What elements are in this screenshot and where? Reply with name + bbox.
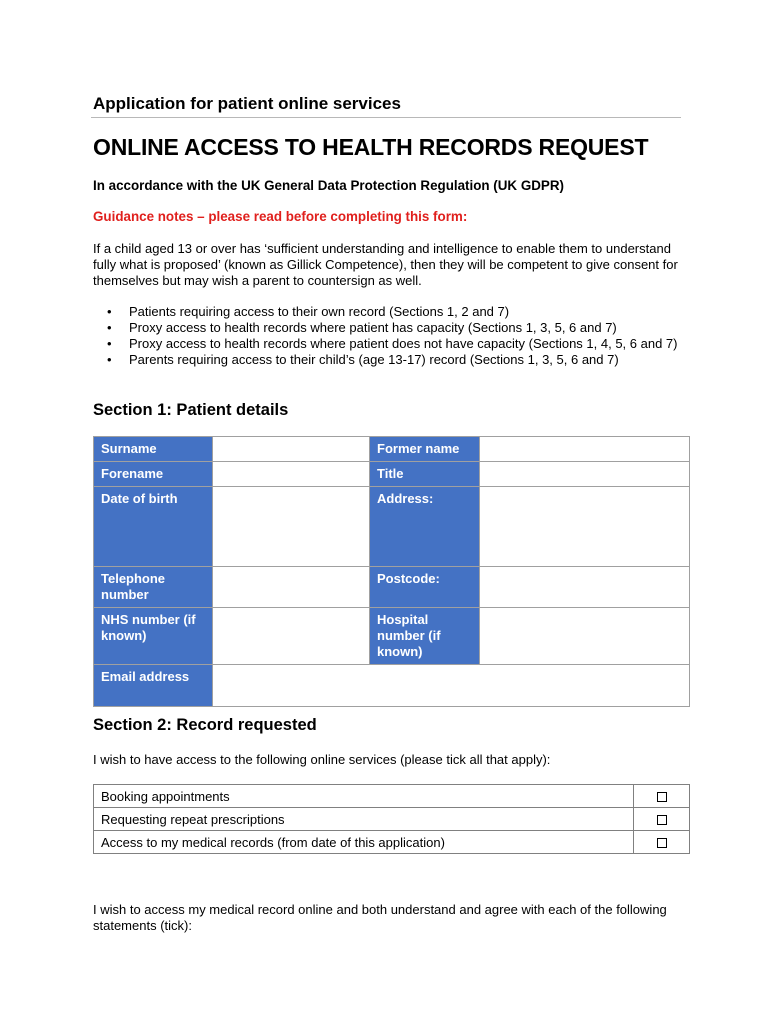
dob-field[interactable] [213,487,370,567]
section2-intro: I wish to have access to the following online services (please tick all that apply): [93,752,551,767]
bullet-icon: • [107,352,112,367]
service-label: Requesting repeat prescriptions [94,808,634,831]
nhs-number-field[interactable] [213,608,370,665]
section2-statement: I wish to access my medical record online and both understand and agree with each of the following statements (tick): [93,902,667,933]
checkbox-icon [657,815,667,825]
table-row [94,785,690,808]
dob-label: Date of birth [94,487,213,567]
address-field[interactable] [480,487,690,567]
email-field[interactable] [213,665,690,707]
section2-heading: Section 2: Record requested [93,716,317,734]
surname-field[interactable] [213,437,370,462]
guidance-heading: Guidance notes – please read before completing this form: [93,209,468,224]
bullet-icon: • [107,304,112,319]
booking-appointments-checkbox[interactable] [634,785,690,808]
former-name-label: Former name [370,437,480,462]
page-title: ONLINE ACCESS TO HEALTH RECORDS REQUEST [93,134,649,160]
regulation-subtitle: In accordance with the UK General Data Protection Regulation (UK GDPR) [93,178,564,193]
forename-label: Forename [94,462,213,487]
section-guide-list [93,304,693,368]
title-label: Title [370,462,480,487]
checkbox-icon [657,838,667,848]
telephone-label: Telephone number [94,567,213,608]
title-field[interactable] [480,462,690,487]
repeat-prescriptions-checkbox[interactable] [634,808,690,831]
surname-label: Surname [94,437,213,462]
address-label: Address: [370,487,480,567]
intro-paragraph: If a child aged 13 or over has ‘sufficient understanding and intelligence to enable them to understand fully what is proposed’ (known as Gillick Competence), then they will be competent to give consent for themselves but may wish a parent to countersign as well. [93,241,678,288]
hospital-number-label: Hospital number (if known) [370,608,480,665]
former-name-field[interactable] [480,437,690,462]
services-table [93,784,690,854]
form-header-title: Application for patient online services [93,94,401,113]
service-label: Access to my medical records (from date of this application) [94,831,634,854]
list-item: • Proxy access to health records where patient has capacity (Sections 1, 3, 5, 6 and 7) [107,320,617,335]
table-row [94,831,690,854]
forename-field[interactable] [213,462,370,487]
checkbox-icon [657,792,667,802]
bullet-icon: • [107,320,112,335]
section1-heading: Section 1: Patient details [93,401,289,419]
list-item: • Patients requiring access to their own record (Sections 1, 2 and 7) [107,304,510,319]
bullet-icon: • [107,336,112,351]
list-item: • Parents requiring access to their child’s (age 13-17) record (Sections 1, 3, 5, 6 and 7) [107,352,619,367]
nhs-number-label: NHS number (if known) [94,608,213,665]
list-item: • Proxy access to health records where patient does not have capacity (Sections 1, 4, 5, 6 and 7) [107,336,678,351]
medical-records-checkbox[interactable] [634,831,690,854]
patient-details-table [93,436,690,707]
hospital-number-field[interactable] [480,608,690,665]
table-row [94,808,690,831]
header-divider [91,117,681,118]
service-label: Booking appointments [94,785,634,808]
postcode-label: Postcode: [370,567,480,608]
telephone-field[interactable] [213,567,370,608]
email-label: Email address [94,665,213,707]
postcode-field[interactable] [480,567,690,608]
